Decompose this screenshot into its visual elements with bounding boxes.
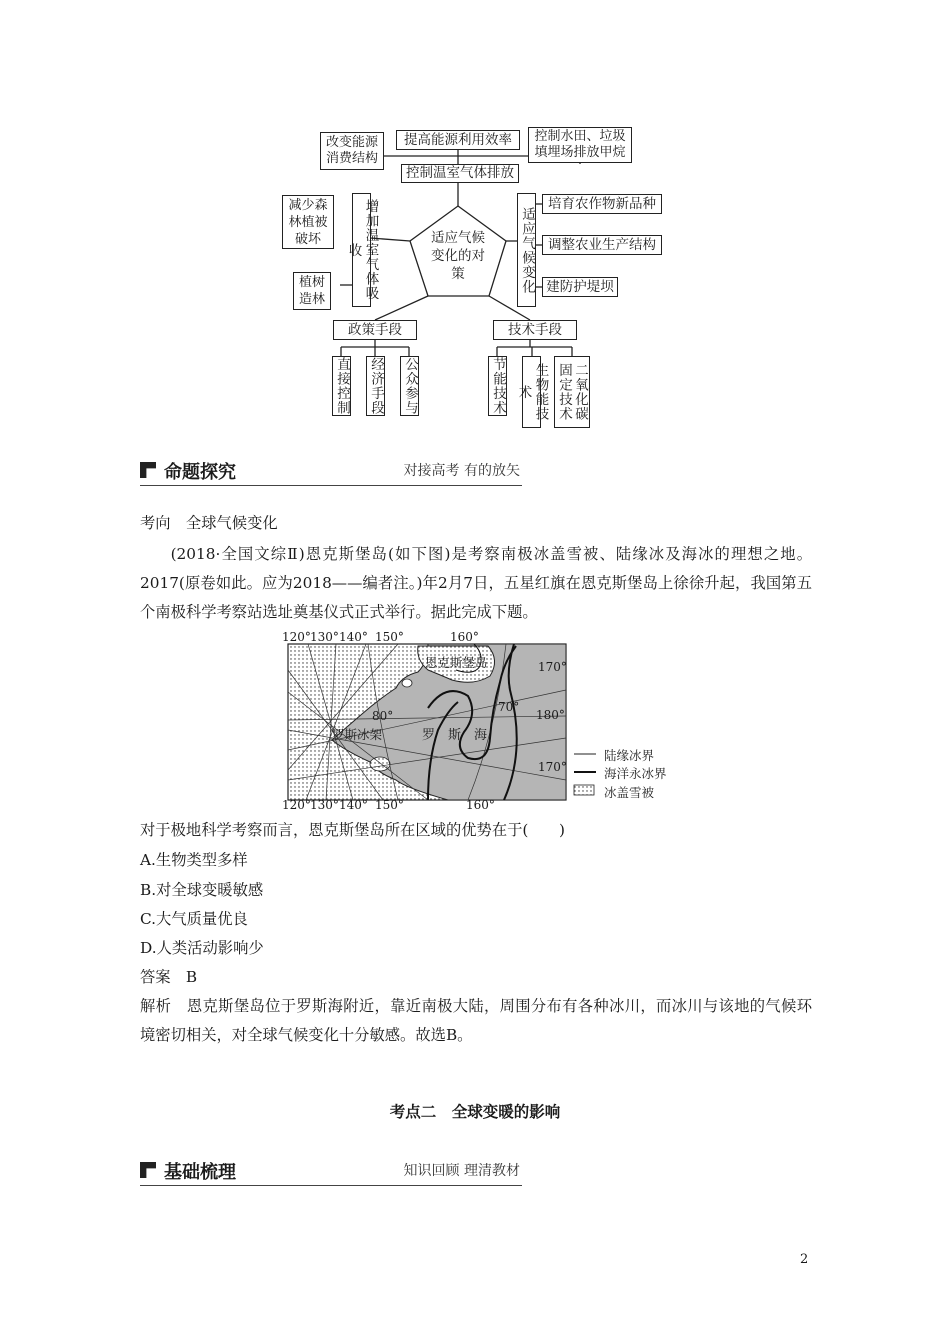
map-bottom-lon-120: 120° — [282, 798, 311, 812]
map-top-lon-160: 160° — [450, 630, 479, 644]
box-energy-structure: 改变能源消费结构 — [320, 132, 384, 170]
map-top-lon-120: 120° — [282, 630, 311, 644]
section-subtitle: 知识回顾 理清教材 — [403, 1163, 520, 1179]
legend-sea-ice: 海洋永冰界 — [604, 766, 667, 781]
diagram-connectors — [0, 0, 950, 440]
section-square-icon — [140, 462, 156, 478]
question-stem: 对于极地科学考察而言，恩克斯堡岛所在区域的优势在于( ) — [140, 821, 565, 839]
box-energy-saving: 节能技术 — [490, 357, 506, 415]
map-bottom-lon-150: 150° — [375, 798, 404, 812]
box-paddy-landfill: 控制水田、垃圾填埋场排放甲烷 — [528, 127, 632, 163]
section-subtitle: 对接高考 有的放矢 — [403, 463, 520, 479]
legend-ice-cap: 冰盖雪被 — [604, 785, 655, 800]
option-c: C.大气质量优良 — [140, 910, 248, 928]
section-header-basics — [140, 1158, 522, 1188]
box-co2-fixation: 二氧化碳固定技术 — [554, 356, 590, 428]
option-b: B.对全球变暖敏感 — [140, 881, 264, 899]
map-inner-70: 70° — [498, 700, 520, 714]
box-plant-trees: 植树造林 — [293, 272, 331, 310]
section-header-exam — [140, 458, 522, 488]
box-economic: 经济手段 — [368, 357, 384, 415]
map-top-lon-130: 130° — [310, 630, 339, 644]
section-title: 基础梳理 — [164, 1162, 236, 1183]
question-intro: (2018·全国文综Ⅱ)恩克斯堡岛(如下图)是考察南极冰盖雪被、陆缘冰及海冰的理想之地。2017(原卷如此。应为2018——编者注。)年2月7日，五星红旗在恩克斯堡岛上徐徐升起，我国第五个南极科学考察站选址奠基仪式正式举行。据此完成下题。 — [140, 545, 812, 621]
box-agri-structure: 调整农业生产结构 — [542, 235, 662, 255]
box-new-crops: 培育农作物新品种 — [542, 194, 662, 214]
center-label: 适应气候变化的对策 — [431, 230, 485, 282]
section-rule — [140, 1185, 522, 1186]
box-policy: 政策手段 — [333, 320, 417, 340]
box-control-emission: 控制温室气体排放 — [401, 164, 519, 183]
box-dykes: 建防护堤坝 — [542, 277, 618, 297]
box-energy-efficiency: 提高能源利用效率 — [396, 130, 520, 150]
analysis: 解析 恩克斯堡岛位于罗斯海附近，靠近南极大陆，周围分布有各种冰川，而冰川与该地的气候环境密切相关，对全球气候变化十分敏感。故选B。 — [140, 997, 812, 1044]
map-inner-80: 80° — [372, 709, 394, 723]
topic-heading: 考点二 全球变暖的影响 — [389, 1103, 561, 1121]
section-title: 命题探究 — [164, 462, 236, 483]
option-d: D.人类活动影响少 — [140, 939, 264, 957]
map-sea-label: 罗 斯 海 — [422, 728, 488, 743]
box-bioenergy: 生物能技术 — [522, 356, 541, 428]
box-direct-control: 直接控制 — [334, 357, 350, 415]
map-right-lat-3: 170° — [538, 760, 567, 774]
map-bottom-lon-130: 130° — [310, 798, 339, 812]
box-adapt-climate: 适应气候变化 — [517, 193, 536, 307]
box-reduce-deforestation: 减少森林植被破坏 — [282, 195, 334, 249]
map-island-label: 恩克斯堡岛 — [425, 655, 488, 670]
ross-sea-map — [278, 630, 678, 814]
answer: 答案 B — [140, 968, 198, 986]
section-rule — [140, 485, 522, 486]
concept-diagram — [0, 0, 950, 440]
map-bottom-lon-160: 160° — [466, 798, 495, 812]
map-top-lon-150: 150° — [375, 630, 404, 644]
map-bottom-lon-140: 140° — [339, 798, 368, 812]
page-number: 2 — [800, 1252, 809, 1267]
box-increase-absorption: 增加温室气体吸收 — [352, 193, 371, 307]
map-top-lon-140: 140° — [339, 630, 368, 644]
box-tech: 技术手段 — [493, 320, 577, 340]
question-topic: 考向 全球气候变化 — [140, 514, 278, 532]
map-right-lat-1: 170° — [538, 660, 567, 674]
map-right-lat-2: 180° — [536, 708, 565, 722]
legend-land-ice: 陆缘冰界 — [604, 748, 655, 763]
box-public: 公众参与 — [402, 357, 418, 415]
section-square-icon — [140, 1162, 156, 1178]
option-a: A.生物类型多样 — [140, 851, 248, 869]
map-ice-shelf-label: 罗斯冰架 — [332, 727, 383, 742]
